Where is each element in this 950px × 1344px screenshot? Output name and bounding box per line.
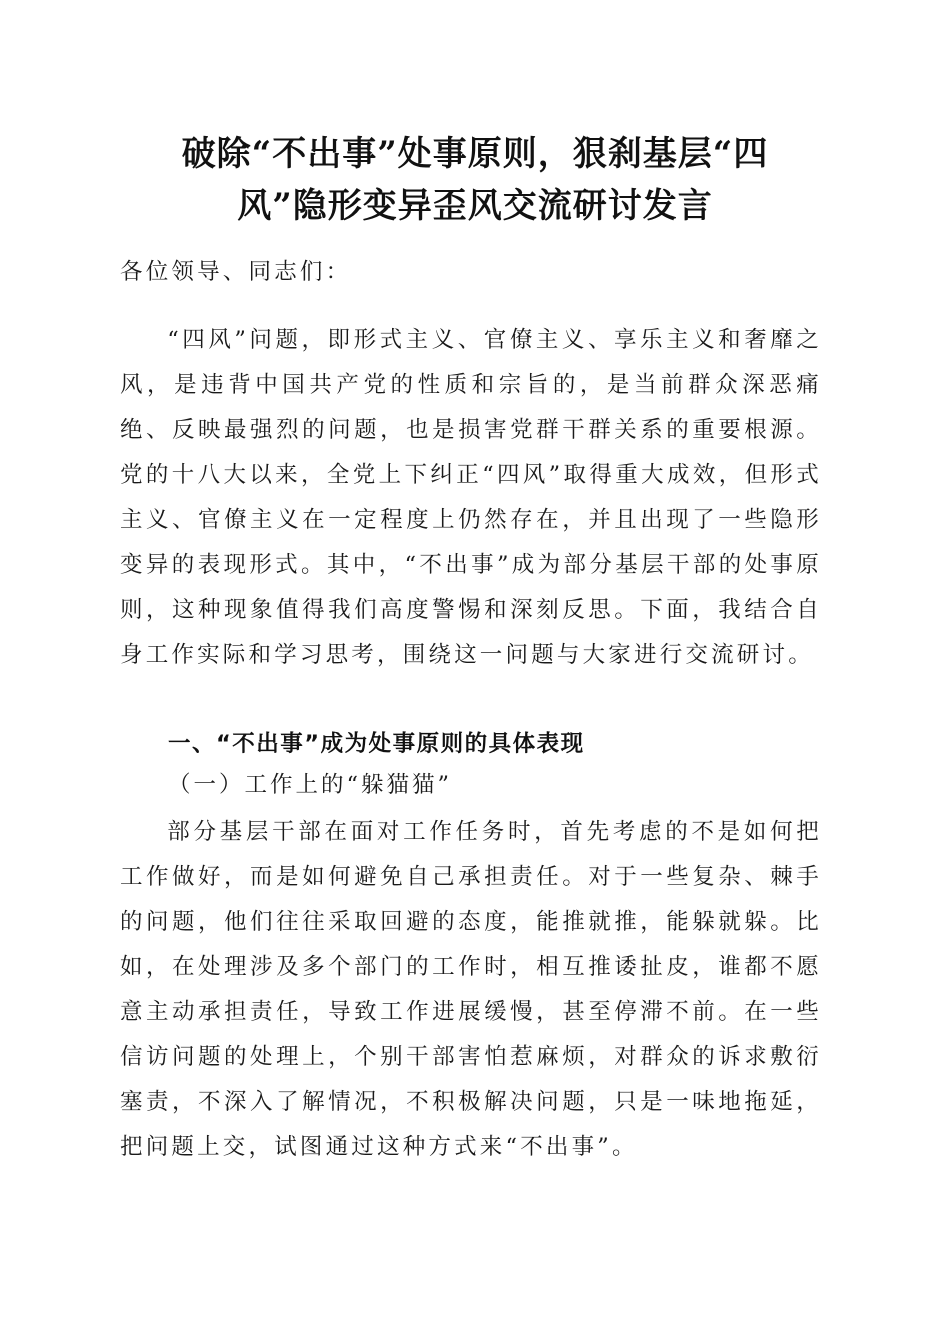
- document-title: [110, 128, 840, 232]
- document-title-line-2: 风”隐形变异歪风交流研讨发言: [237, 186, 713, 226]
- document-title-line-1: 破除“不出事”处事原则，狠刹基层“四: [181, 134, 769, 174]
- subsection-heading: （一）工作上的“躲猫猫”: [168, 772, 453, 798]
- salutation: 各位领导、同志们：: [120, 259, 352, 285]
- intro-paragraph: “四风”问题，即形式主义、官僚主义、享乐主义和奢靡之风，是违背中国共产党的性质和宗旨的，是当前群众深恶痛绝、反映最强烈的问题，也是损害党群干群关系的重要根源。党的十八大以来，全党上下纠正“四风”取得重大成效，但形式主义、官僚主义在一定程度上仍然存在，并且出现了一些隐形变异的表现形式。其中，“不出事”成为部分基层干部的处事原则，这种现象值得我们高度警惕和深刻反思。下面，我结合自身工作实际和学习思考，围绕这一问题与大家进行交流研讨。: [120, 327, 822, 668]
- body-paragraph: 部分基层干部在面对工作任务时，首先考虑的不是如何把工作做好，而是如何避免自己承担责任。对于一些复杂、棘手的问题，他们往往采取回避的态度，能推就推，能躲就躲。比如，在处理涉及多个部门的工作时，相互推诿扯皮，谁都不愿意主动承担责任，导致工作进展缓慢，甚至停滞不前。在一些信访问题的处理上，个别干部害怕惹麻烦，对群众的诉求敷衍塞责，不深入了解情况，不积极解决问题，只是一味地拖延，把问题上交，试图通过这种方式来“不出事”。: [120, 819, 822, 1160]
- section-heading: 一、“不出事”成为处事原则的具体表现: [168, 731, 585, 757]
